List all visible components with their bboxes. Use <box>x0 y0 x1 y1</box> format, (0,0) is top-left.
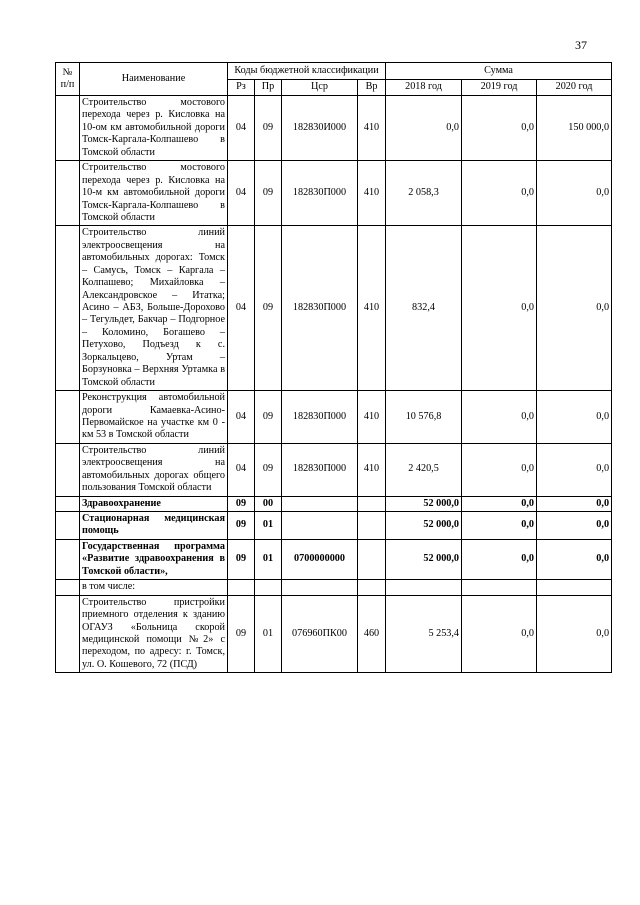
table-row <box>56 226 612 391</box>
row-vr-cell: 460 <box>358 595 386 673</box>
row-vr-cell: 410 <box>358 391 386 444</box>
col-sum-header: Сумма <box>386 63 612 80</box>
row-vr-cell: 410 <box>358 161 386 226</box>
row-pr-cell: 09 <box>255 443 282 496</box>
row-rz-cell: 09 <box>228 496 255 511</box>
row-csr-cell <box>282 496 358 511</box>
table-row <box>56 391 612 444</box>
col-2020-header: 2020 год <box>537 79 612 96</box>
table-row <box>56 595 612 673</box>
page-number: 37 <box>575 38 587 52</box>
row-pr-cell: 09 <box>255 96 282 161</box>
row-name-cell: Здравоохранение <box>80 496 228 511</box>
row-name-cell: Строительство мостового перехода через р. Кисловка на 10-м км автомобильной дороги Томск-Каргала-Колпашево в Томской области <box>80 161 228 226</box>
row-2018-cell: 5 253,4 <box>386 595 462 673</box>
row-2019-cell: 0,0 <box>462 391 537 444</box>
row-csr-cell: 182830П000 <box>282 443 358 496</box>
row-rz-cell <box>228 580 255 595</box>
row-csr-cell: 182830П000 <box>282 391 358 444</box>
row-pr-cell: 09 <box>255 391 282 444</box>
row-csr-cell: 182830П000 <box>282 161 358 226</box>
row-rz-cell: 04 <box>228 161 255 226</box>
row-2018-cell: 2 058,3 <box>386 161 462 226</box>
row-num-cell <box>56 161 80 226</box>
row-2020-cell: 0,0 <box>537 226 612 391</box>
row-2018-cell <box>386 580 462 595</box>
row-num-cell <box>56 96 80 161</box>
row-csr-cell <box>282 580 358 595</box>
row-2020-cell: 0,0 <box>537 595 612 673</box>
row-2019-cell: 0,0 <box>462 496 537 511</box>
row-rz-cell: 04 <box>228 96 255 161</box>
row-rz-cell: 04 <box>228 391 255 444</box>
row-csr-cell: 182830И000 <box>282 96 358 161</box>
col-pr-header: Пр <box>255 79 282 96</box>
col-num-header: № п/п <box>56 63 80 96</box>
row-pr-cell: 00 <box>255 496 282 511</box>
row-2019-cell: 0,0 <box>462 539 537 579</box>
row-2018-cell: 832,4 <box>386 226 462 391</box>
row-pr-cell: 01 <box>255 595 282 673</box>
row-2018-cell: 52 000,0 <box>386 539 462 579</box>
header-row-1 <box>56 63 612 80</box>
row-2019-cell: 0,0 <box>462 96 537 161</box>
row-num-cell <box>56 539 80 579</box>
row-csr-cell: 076960ПК00 <box>282 595 358 673</box>
row-rz-cell: 09 <box>228 512 255 540</box>
row-2020-cell: 150 000,0 <box>537 96 612 161</box>
row-name-cell: Строительство линий электроосвещения на автомобильных дорогах общего пользования Томской области <box>80 443 228 496</box>
row-name-cell: Строительство пристройки приемного отделения к зданию ОГАУЗ «Больница скорой медицинской помощи №2» с переходом, по адресу: г. Томск, ул. О. Кошевого, 72 (ПСД) <box>80 595 228 673</box>
table-row <box>56 539 612 579</box>
table-row <box>56 161 612 226</box>
row-vr-cell: 410 <box>358 443 386 496</box>
row-num-cell <box>56 226 80 391</box>
row-num-cell <box>56 443 80 496</box>
col-rz-header: Рз <box>228 79 255 96</box>
row-rz-cell: 04 <box>228 443 255 496</box>
row-vr-cell <box>358 512 386 540</box>
table-row <box>56 496 612 511</box>
row-2019-cell <box>462 580 537 595</box>
row-num-cell <box>56 512 80 540</box>
col-2018-header: 2018 год <box>386 79 462 96</box>
row-pr-cell: 09 <box>255 226 282 391</box>
row-csr-cell <box>282 512 358 540</box>
row-2019-cell: 0,0 <box>462 595 537 673</box>
row-num-cell <box>56 391 80 444</box>
row-2019-cell: 0,0 <box>462 226 537 391</box>
col-codes-header: Коды бюджетной классификации <box>228 63 386 80</box>
row-num-cell <box>56 595 80 673</box>
row-vr-cell: 410 <box>358 226 386 391</box>
row-csr-cell: 0700000000 <box>282 539 358 579</box>
row-num-cell <box>56 580 80 595</box>
table-row <box>56 96 612 161</box>
row-pr-cell: 01 <box>255 539 282 579</box>
row-2020-cell: 0,0 <box>537 443 612 496</box>
row-pr-cell: 09 <box>255 161 282 226</box>
row-num-cell <box>56 496 80 511</box>
row-2018-cell: 2 420,5 <box>386 443 462 496</box>
table-row <box>56 512 612 540</box>
row-2019-cell: 0,0 <box>462 443 537 496</box>
row-csr-cell: 182830П000 <box>282 226 358 391</box>
row-name-cell: Стационарная медицинская помощь <box>80 512 228 540</box>
row-2020-cell <box>537 580 612 595</box>
row-name-cell: Строительство мостового перехода через р. Кисловка на 10-ом км автомобильной дороги Томск-Каргала-Колпашево в Томской области <box>80 96 228 161</box>
row-pr-cell: 01 <box>255 512 282 540</box>
row-vr-cell <box>358 539 386 579</box>
row-2019-cell: 0,0 <box>462 161 537 226</box>
row-pr-cell <box>255 580 282 595</box>
row-2020-cell: 0,0 <box>537 512 612 540</box>
table-row <box>56 580 612 595</box>
col-name-header: Наименование <box>80 63 228 96</box>
row-vr-cell: 410 <box>358 96 386 161</box>
row-2019-cell: 0,0 <box>462 512 537 540</box>
row-rz-cell: 04 <box>228 226 255 391</box>
row-2020-cell: 0,0 <box>537 161 612 226</box>
row-rz-cell: 09 <box>228 595 255 673</box>
row-2020-cell: 0,0 <box>537 496 612 511</box>
row-2018-cell: 52 000,0 <box>386 512 462 540</box>
row-2020-cell: 0,0 <box>537 391 612 444</box>
row-name-cell: в том числе: <box>80 580 228 595</box>
row-2020-cell: 0,0 <box>537 539 612 579</box>
row-vr-cell <box>358 580 386 595</box>
row-name-cell: Реконструкция автомобильной дороги Камаевка-Асино-Первомайское на участке км 0 - км 53 в Томской области <box>80 391 228 444</box>
row-rz-cell: 09 <box>228 539 255 579</box>
row-name-cell: Строительство линий электроосвещения на автомобильных дорогах: Томск – Самусь, Томск – Каргала – Колпашево; Михайловка – Александровское – Итатка; Асино – АБЗ, Больше-Дорохово – Тегульдет, Бакчар – Подгорное – Коломино, Богашево – Петухово, Подъезд к с. Зоркальцево, Уртам – Борзуновка – Верхняя Уртамка в Томской области <box>80 226 228 391</box>
row-2018-cell: 0,0 <box>386 96 462 161</box>
row-2018-cell: 52 000,0 <box>386 496 462 511</box>
table-row <box>56 443 612 496</box>
budget-table <box>55 62 612 673</box>
col-vr-header: Вр <box>358 79 386 96</box>
col-2019-header: 2019 год <box>462 79 537 96</box>
row-vr-cell <box>358 496 386 511</box>
col-csr-header: Цср <box>282 79 358 96</box>
row-name-cell: Государственная программа «Развитие здравоохранения в Томской области», <box>80 539 228 579</box>
row-2018-cell: 10 576,8 <box>386 391 462 444</box>
